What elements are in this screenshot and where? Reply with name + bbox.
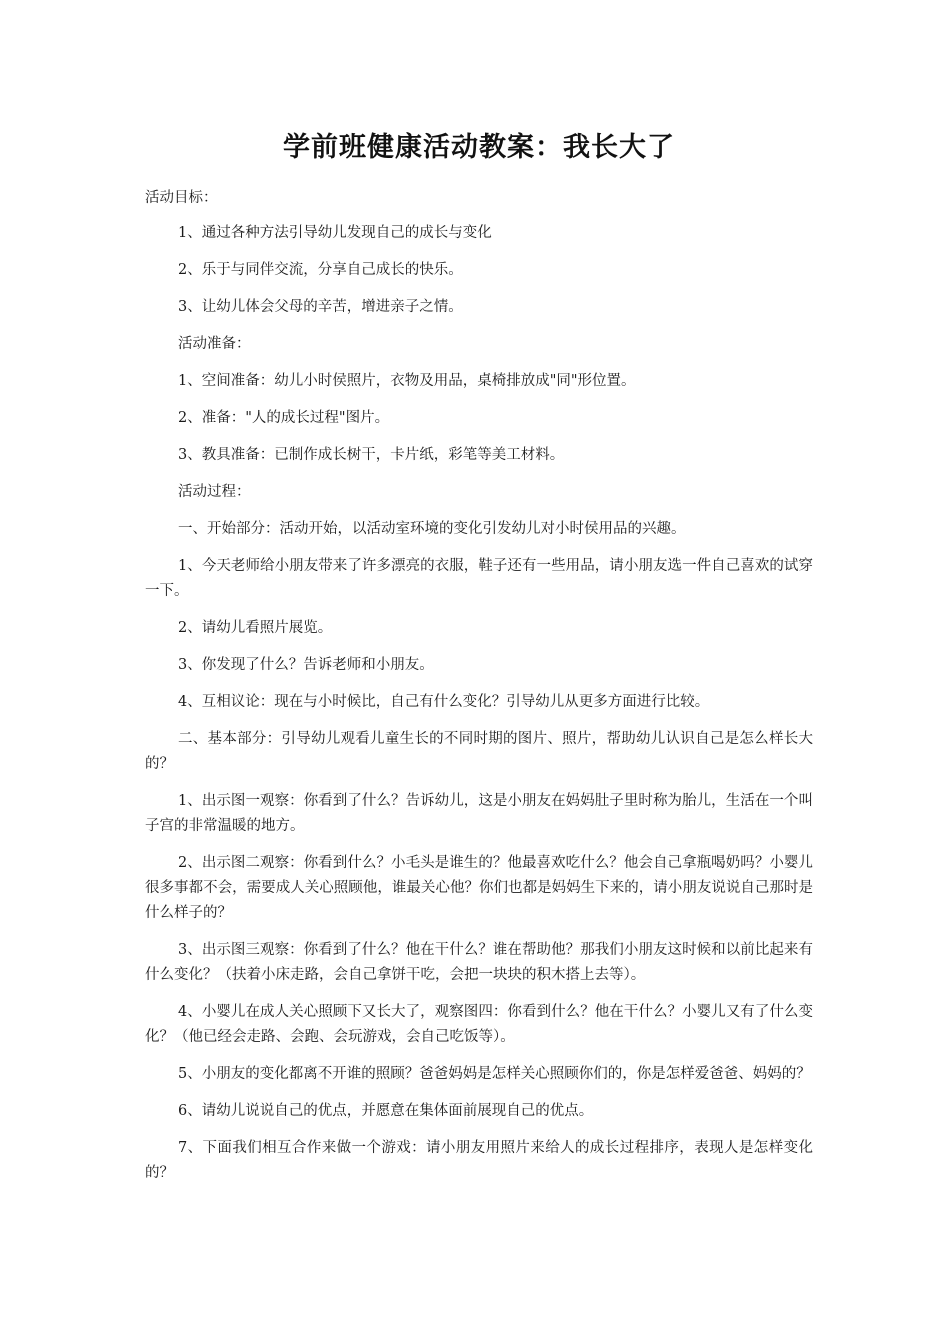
paragraph: 6、请幼儿说说自己的优点，并愿意在集体面前展现自己的优点。 [178, 1103, 594, 1119]
paragraph: 5、小朋友的变化都离不开谁的照顾？爸爸妈妈是怎样关心照顾你们的，你是怎样爱爸爸、妈妈的？ [178, 1066, 811, 1082]
paragraph: 2、准备："人的成长过程"图片。 [178, 410, 390, 426]
paragraph: 1、通过各种方法引导幼儿发现自己的成长与变化 [178, 225, 492, 241]
section-heading-process: 活动过程： [178, 484, 251, 500]
section-heading-preparation: 活动准备： [178, 336, 251, 352]
paragraph: 1、出示图一观察：你看到了什么？告诉幼儿，这是小朋友在妈妈肚子里时称为胎儿，生活在一个叫子宫的非常温暖的地方。 [145, 793, 813, 834]
section-heading-goals: 活动目标： [145, 190, 218, 206]
paragraph: 1、今天老师给小朋友带来了许多漂亮的衣服，鞋子还有一些用品，请小朋友选一件自己喜欢的试穿一下。 [145, 558, 813, 599]
paragraph: 4、小婴儿在成人关心照顾下又长大了，观察图四：你看到什么？他在干什么？小婴儿又有了什么变化？（他已经会走路、会跑、会玩游戏，会自己吃饭等）。 [145, 1004, 813, 1045]
paragraph: 二、基本部分：引导幼儿观看儿童生长的不同时期的图片、照片，帮助幼儿认识自己是怎么样长大的？ [145, 731, 813, 772]
paragraph: 4、互相议论：现在与小时候比，自己有什么变化？引导幼儿从更多方面进行比较。 [178, 694, 710, 710]
document-page [145, 128, 813, 1198]
paragraph: 一、开始部分：活动开始，以活动室环境的变化引发幼儿对小时侯用品的兴趣。 [178, 521, 686, 537]
paragraph: 7、下面我们相互合作来做一个游戏：请小朋友用照片来给人的成长过程排序，表现人是怎样变化的？ [145, 1140, 813, 1181]
paragraph: 2、乐于与同伴交流，分享自己成长的快乐。 [178, 262, 463, 278]
paragraph: 2、请幼儿看照片展览。 [178, 620, 333, 636]
document-title: 学前班健康活动教案：我长大了 [283, 132, 675, 163]
paragraph: 2、出示图二观察：你看到什么？小毛头是谁生的？他最喜欢吃什么？他会自己拿瓶喝奶吗？小婴儿很多事都不会，需要成人关心照顾他，谁最关心他？你们也都是妈妈生下来的，请小朋友说说自己那时是什么样子的？ [145, 855, 813, 921]
paragraph: 3、你发现了什么？告诉老师和小朋友。 [178, 657, 434, 673]
paragraph: 3、让幼儿体会父母的辛苦，增进亲子之情。 [178, 299, 463, 315]
paragraph: 3、出示图三观察：你看到了什么？他在干什么？谁在帮助他？那我们小朋友这时候和以前比起来有什么变化？（扶着小床走路，会自己拿饼干吃，会把一块块的积木搭上去等）。 [145, 942, 813, 983]
paragraph: 3、教具准备：已制作成长树干，卡片纸，彩笔等美工材料。 [178, 447, 565, 463]
paragraph: 1、空间准备：幼儿小时侯照片，衣物及用品，桌椅排放成"同"形位置。 [178, 373, 636, 389]
